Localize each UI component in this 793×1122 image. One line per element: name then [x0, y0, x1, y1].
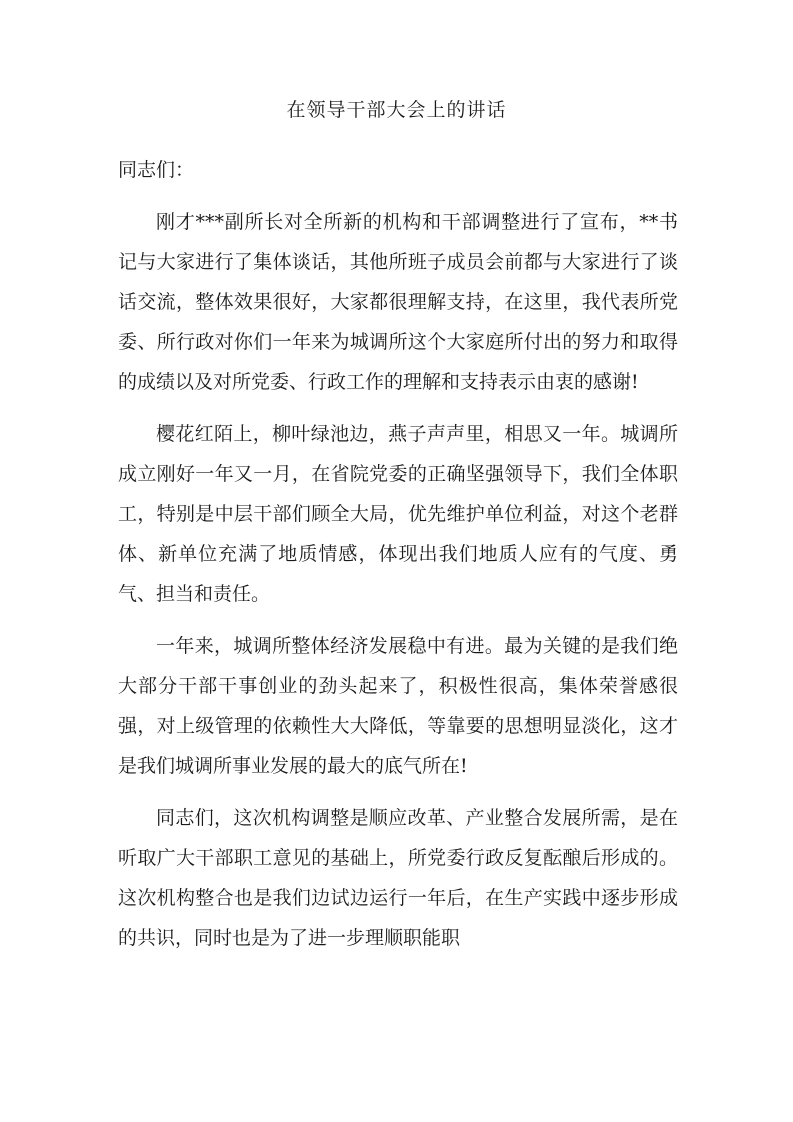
paragraph: 一年来，城调所整体经济发展稳中有进。最为关键的是我们绝大部分干部干事创业的劲头起来了，积极性很高，集体荣誉感很强，对上级管理的依赖性大大降低，等靠要的思想明显淡化，这才是我们城调所事业发展的最大的底气所在!: [118, 635, 678, 777]
paragraph: 樱花红陌上，柳叶绿池边，燕子声声里，相思又一年。城调所成立刚好一年又一月，在省院党委的正确坚强领导下，我们全体职工，特别是中层干部们顾全大局，优先维护单位利益，对这个老群体、新单位充满了地质情感，体现出我们地质人应有的气度、勇气、担当和责任。: [118, 423, 678, 605]
document-title: 在领导干部大会上的讲话: [286, 99, 507, 121]
document-body: [118, 150, 678, 970]
paragraph: 刚才***副所长对全所新的机构和干部调整进行了宣布，**书记与大家进行了集体谈话，其他所班子成员会前都与大家进行了谈话交流，整体效果很好，大家都很理解支持，在这里，我代表所党委、所行政对你们一年来为城调所这个大家庭所付出的努力和取得的成绩以及对所党委、行政工作的理解和支持表示由衷的感谢!: [118, 211, 678, 393]
salutation: 同志们：: [118, 159, 195, 181]
paragraph: 同志们，这次机构调整是顺应改革、产业整合发展所需，是在听取广大干部职工意见的基础上，所党委行政反复酝酿后形成的。这次机构整合也是我们边试边运行一年后，在生产实践中逐步形成的共识，同时也是为了进一步理顺职能职: [118, 807, 678, 949]
